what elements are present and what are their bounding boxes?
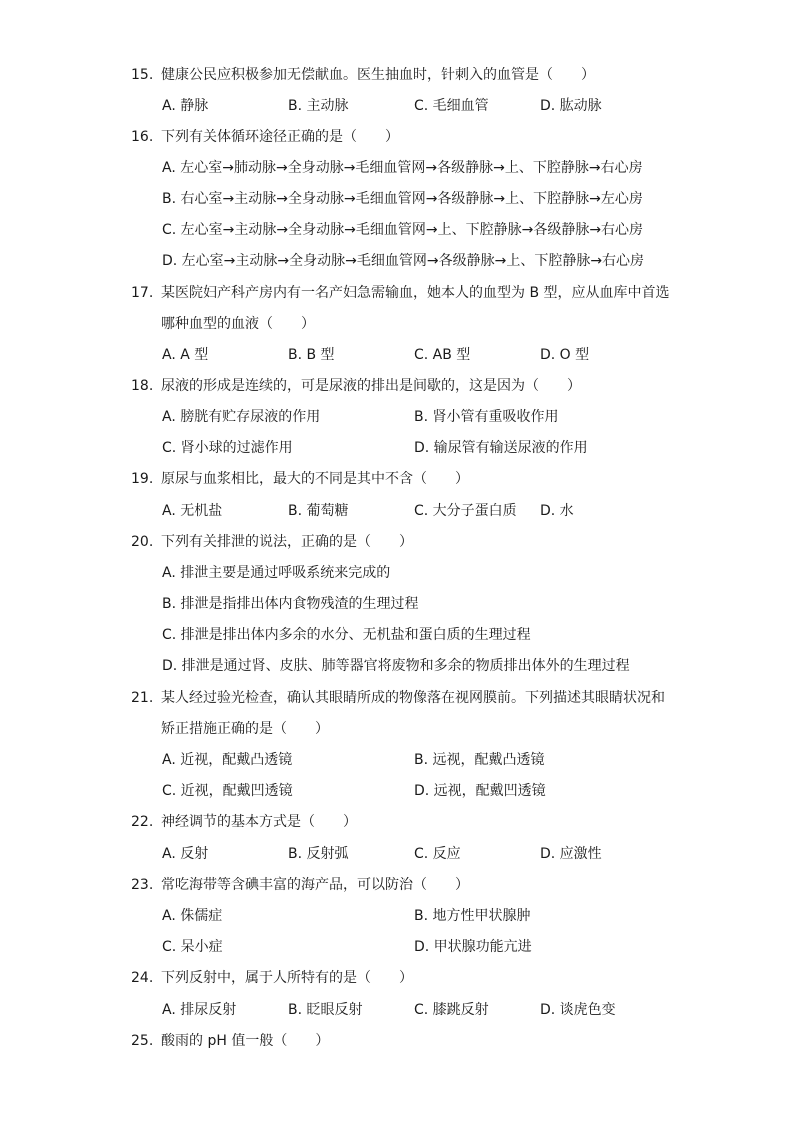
options-17 xyxy=(162,340,682,371)
question-17 xyxy=(131,278,691,340)
question-25 xyxy=(131,1026,691,1057)
option-d: D. 谈虎色变 xyxy=(540,1002,616,1018)
option-c: C. 肾小球的过滤作用 xyxy=(162,440,293,456)
question-number: 17. xyxy=(131,285,154,301)
options-18 xyxy=(162,402,682,464)
option-a: A. 反射 xyxy=(162,846,209,862)
options-16 xyxy=(162,153,682,277)
options-15 xyxy=(162,91,682,122)
question-16 xyxy=(131,122,691,153)
option-b: B. 反射弧 xyxy=(288,846,349,862)
question-stem: 下列反射中，属于人所特有的是（ ） xyxy=(161,970,413,986)
option-c: C. 膝跳反射 xyxy=(414,1002,489,1018)
option-a: A. 左心室→肺动脉→全身动脉→毛细血管网→各级静脉→上、下腔静脉→右心房 xyxy=(162,160,643,176)
question-stem: 某医院妇产科产房内有一名产妇急需输血，她本人的血型为 B 型，应从血库中首选 xyxy=(161,285,670,301)
question-stem: 下列有关体循环途径正确的是（ ） xyxy=(161,129,399,145)
option-b: B. 地方性甲状腺肿 xyxy=(414,908,531,924)
option-c: C. 排泄是排出体内多余的水分、无机盐和蛋白质的生理过程 xyxy=(162,627,531,643)
question-stem-continued: 矫正措施正确的是（ ） xyxy=(161,721,329,737)
option-a: A. 排尿反射 xyxy=(162,1002,237,1018)
option-c: C. 近视，配戴凹透镜 xyxy=(162,783,293,799)
option-a: A. 静脉 xyxy=(162,98,209,114)
option-a: A. 近视，配戴凸透镜 xyxy=(162,752,293,768)
question-20 xyxy=(131,527,691,558)
question-stem: 酸雨的 pH 值一般（ ） xyxy=(161,1033,330,1049)
question-number: 22. xyxy=(131,814,154,830)
options-22 xyxy=(162,839,682,870)
question-number: 19. xyxy=(131,471,154,487)
question-stem-continued: 哪种血型的血液（ ） xyxy=(161,316,315,332)
question-stem: 尿液的形成是连续的，可是尿液的排出是间歇的，这是因为（ ） xyxy=(161,378,581,394)
question-stem: 常吃海带等含碘丰富的海产品，可以防治（ ） xyxy=(161,877,469,893)
question-stem: 神经调节的基本方式是（ ） xyxy=(161,814,357,830)
question-number: 15. xyxy=(131,67,154,83)
option-d: D. O 型 xyxy=(540,347,590,363)
question-19 xyxy=(131,464,691,495)
option-b: B. 远视，配戴凸透镜 xyxy=(414,752,545,768)
question-number: 18. xyxy=(131,378,154,394)
option-c: C. 毛细血管 xyxy=(414,98,489,114)
option-d: D. 甲状腺功能亢进 xyxy=(414,939,532,955)
question-stem: 某人经过验光检查，确认其眼睛所成的物像落在视网膜前。下列描述其眼睛状况和 xyxy=(161,690,665,706)
option-b: B. B 型 xyxy=(288,347,335,363)
option-a: A. 侏儒症 xyxy=(162,908,223,924)
option-b: B. 眨眼反射 xyxy=(288,1002,363,1018)
option-a: A. A 型 xyxy=(162,347,209,363)
question-23 xyxy=(131,870,691,901)
option-d: D. 左心室→主动脉→全身动脉→毛细血管网→各级静脉→上、下腔静脉→右心房 xyxy=(162,253,645,269)
option-c: C. 反应 xyxy=(414,846,461,862)
question-number: 23. xyxy=(131,877,154,893)
question-21 xyxy=(131,683,691,745)
options-23 xyxy=(162,901,682,963)
option-d: D. 输尿管有输送尿液的作用 xyxy=(414,440,588,456)
option-d: D. 排泄是通过肾、皮肤、肺等器官将废物和多余的物质排出体外的生理过程 xyxy=(162,658,630,674)
option-d: D. 应激性 xyxy=(540,846,602,862)
question-18 xyxy=(131,371,691,402)
options-24 xyxy=(162,995,682,1026)
option-a: A. 无机盐 xyxy=(162,503,223,519)
option-c: C. AB 型 xyxy=(414,347,471,363)
question-number: 21. xyxy=(131,690,154,706)
option-a: A. 排泄主要是通过呼吸系统来完成的 xyxy=(162,565,391,581)
option-d: D. 水 xyxy=(540,503,574,519)
options-21 xyxy=(162,745,682,807)
question-15 xyxy=(131,60,691,91)
question-stem: 健康公民应积极参加无偿献血。医生抽血时，针刺入的血管是（ ） xyxy=(161,67,595,83)
option-b: B. 主动脉 xyxy=(288,98,349,114)
options-20 xyxy=(162,558,682,682)
option-b: B. 葡萄糖 xyxy=(288,503,349,519)
question-number: 24. xyxy=(131,970,154,986)
option-b: B. 排泄是指排出体内食物残渣的生理过程 xyxy=(162,596,419,612)
question-24 xyxy=(131,963,691,994)
question-number: 16. xyxy=(131,129,154,145)
question-stem: 下列有关排泄的说法，正确的是（ ） xyxy=(161,534,413,550)
option-d: D. 远视，配戴凹透镜 xyxy=(414,783,546,799)
option-c: C. 大分子蛋白质 xyxy=(414,503,517,519)
option-b: B. 右心室→主动脉→全身动脉→毛细血管网→各级静脉→上、下腔静脉→左心房 xyxy=(162,191,643,207)
option-c: C. 左心室→主动脉→全身动脉→毛细血管网→上、下腔静脉→各级静脉→右心房 xyxy=(162,222,644,238)
option-a: A. 膀胱有贮存尿液的作用 xyxy=(162,409,321,425)
question-number: 20. xyxy=(131,534,154,550)
option-c: C. 呆小症 xyxy=(162,939,223,955)
question-stem: 原尿与血浆相比，最大的不同是其中不含（ ） xyxy=(161,471,469,487)
question-number: 25. xyxy=(131,1033,154,1049)
option-d: D. 肱动脉 xyxy=(540,98,602,114)
options-19 xyxy=(162,496,682,527)
option-b: B. 肾小管有重吸收作用 xyxy=(414,409,559,425)
question-22 xyxy=(131,807,691,838)
